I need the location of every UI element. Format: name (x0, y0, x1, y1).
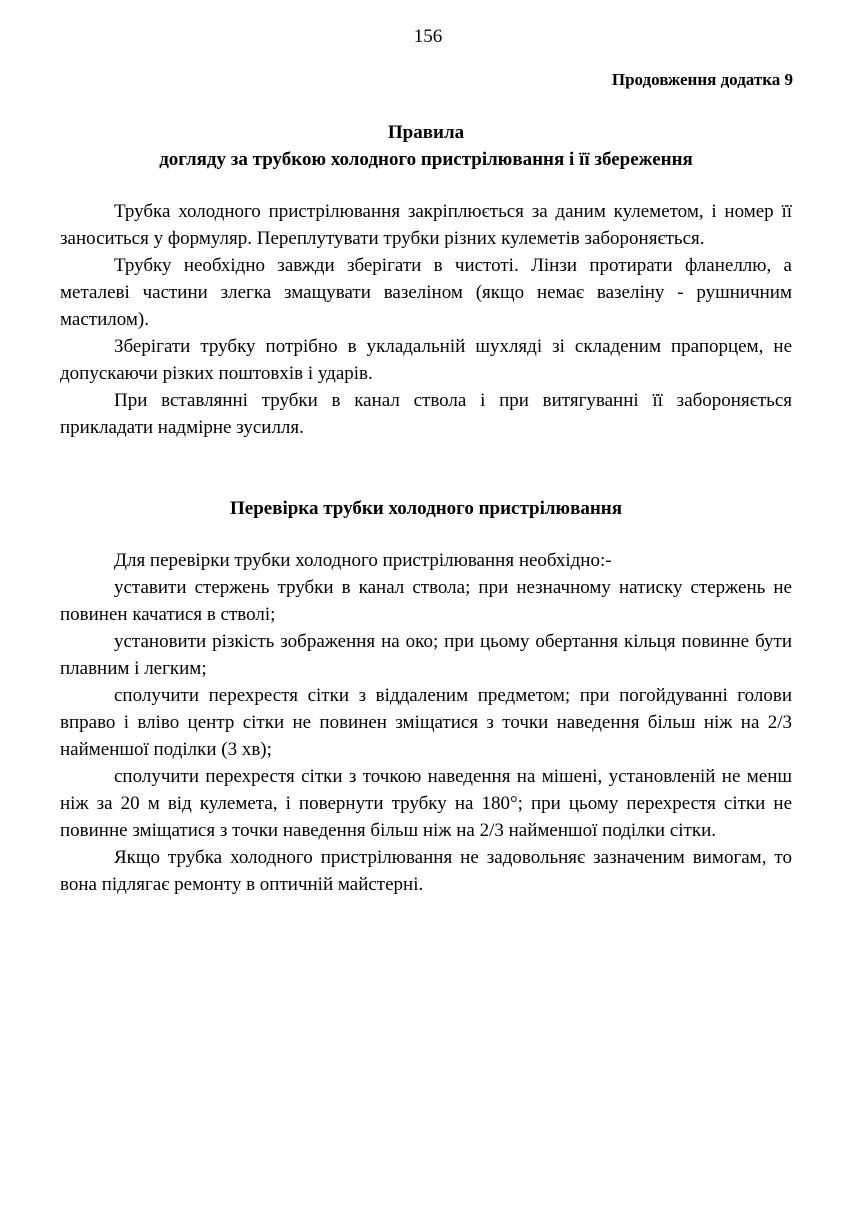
paragraph: сполучити перехрестя сітки з віддаленим предметом; при погойдуванні голови вправо і вліво центр сітки не повинен зміщатися з точки наведення більш ніж на 2/3 найменшої поділки (3 хв); (60, 685, 792, 760)
paragraph: Для перевірки трубки холодного пристрілювання необхідно:- (114, 550, 612, 571)
section-heading: Перевірка трубки холодного пристрілювання (229, 498, 623, 519)
title-line-1: Правила (387, 122, 465, 143)
document-title (60, 119, 792, 173)
care-rules-section (60, 198, 792, 441)
page-number: 156 (413, 26, 443, 47)
paragraph: Якщо трубка холодного пристрілювання не задовольняє зазначеним вимогам, то вона підлягає ремонту в оптичній майстерні. (60, 847, 792, 895)
inspection-section (60, 547, 792, 898)
paragraph: уставити стержень трубки в канал ствола; при незначному натиску стержень не повинен качатися в стволі; (60, 577, 792, 625)
paragraph: сполучити перехрестя сітки з точкою наведення на мішені, установленій не менш ніж за 20 м від кулемета, і повернути трубку на 180°; при цьому перехрестя сітки не повинне зміщатися з точки наведення більш ніж на 2/3 найменшої поділки сітки. (60, 766, 792, 841)
appendix-continuation-label: Продовження додатка 9 (611, 70, 793, 89)
paragraph: Зберігати трубку потрібно в укладальній шухляді зі складеним прапорцем, не допускаючи різких поштовхів і ударів. (60, 336, 792, 384)
paragraph: Трубка холодного пристрілювання закріплюється за даним кулеметом, і номер її заноситься у формуляр. Переплутувати трубки різних кулеметів забороняється. (60, 201, 792, 249)
title-line-2: догляду за трубкою холодного пристрілювання і її збереження (159, 149, 693, 170)
paragraph: установити різкість зображення на око; при цьому обертання кільця повинне бути плавним і легким; (60, 631, 792, 679)
paragraph: При вставлянні трубки в канал ствола і при витягуванні її забороняється прикладати надмірне зусилля. (60, 390, 792, 438)
paragraph: Трубку необхідно завжди зберігати в чистоті. Лінзи протирати фланеллю, а металеві частини злегка змащувати вазеліном (якщо немає вазеліну - рушничним мастилом). (60, 255, 792, 330)
